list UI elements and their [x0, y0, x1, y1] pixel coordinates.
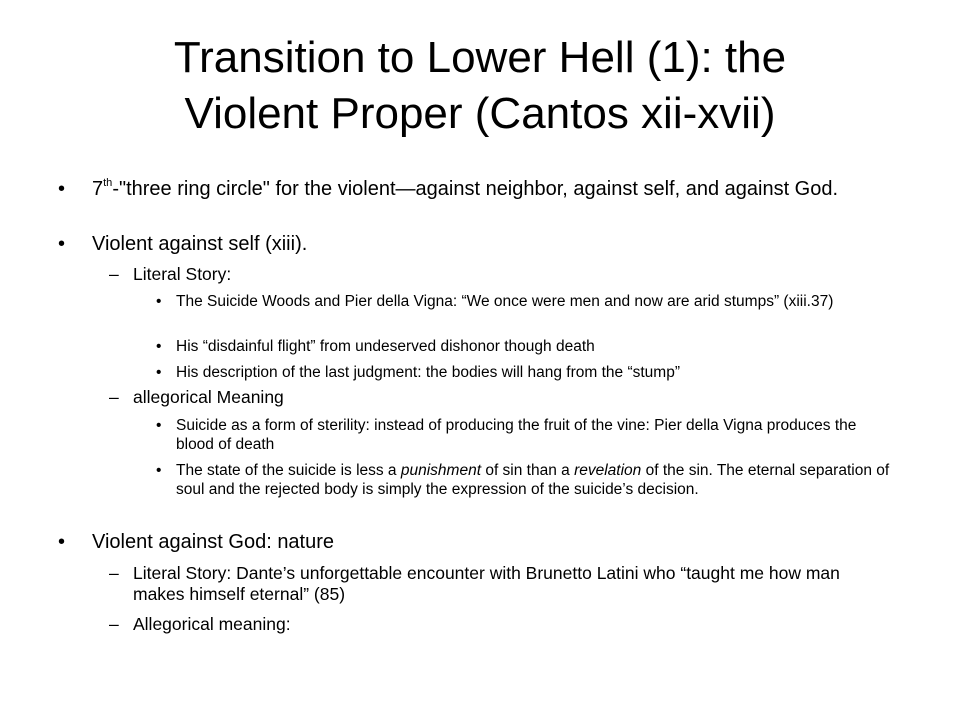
sub-sub-bullet-item: [156, 461, 898, 499]
sub-sub-bullet-marker: •: [156, 338, 162, 355]
sub-bullet-marker: –: [109, 563, 119, 583]
sub-bullet-text: Literal Story: Dante’s unforgettable encounter with Brunetto Latini who “taught me how man makes himself eternal” (85): [133, 563, 840, 604]
bullet-marker: •: [58, 178, 66, 200]
sub-sub-bullet-marker: •: [156, 364, 162, 381]
sub-sub-bullet-text: His “disdainful flight” from undeserved dishonor though death: [176, 338, 595, 355]
title-line-2: Violent Proper (Cantos xii-xvii): [184, 89, 776, 138]
sub-bullet-item: [109, 563, 893, 605]
sub-bullet-marker: –: [109, 387, 119, 407]
sub-sub-bullet-item: [156, 337, 898, 356]
sub-sub-bullet-text: The state of the suicide is less a punishment of sin than a revelation of the sin. The eternal separation of soul and the rejected body is simply the expression of the suicide’s decision.: [176, 462, 890, 498]
sub-sub-bullet-marker: •: [156, 293, 162, 310]
sub-bullet-text: Literal Story:: [133, 264, 232, 284]
bullet-item: [58, 531, 892, 554]
sub-bullet-item: [109, 264, 893, 285]
sub-sub-bullet-marker: •: [156, 462, 162, 479]
bullet-text: 7th-"three ring circle" for the violent—against neighbor, against self, and against God.: [92, 177, 839, 200]
sub-bullet-text: allegorical Meaning: [133, 387, 284, 407]
sub-bullet-marker: –: [109, 264, 119, 284]
sub-bullet-item: [109, 614, 893, 635]
bullet-text: Violent against self (xiii).: [92, 233, 308, 255]
sub-sub-bullet-marker: •: [156, 417, 162, 434]
title-line-1: Transition to Lower Hell (1): the: [173, 33, 787, 82]
bullet-item: [58, 233, 892, 256]
sub-sub-bullet-text: Suicide as a form of sterility: instead of producing the fruit of the vine: Pier della Vigna produces the blood of death: [176, 417, 857, 453]
sub-bullet-text: Allegorical meaning:: [133, 614, 291, 634]
sub-sub-bullet-item: [156, 416, 898, 454]
bullet-marker: •: [58, 531, 66, 553]
sub-sub-bullet-item: [156, 292, 898, 311]
bullet-text: Violent against God: nature: [92, 531, 335, 553]
sub-bullet-item: [109, 387, 893, 408]
sub-sub-bullet-item: [156, 363, 898, 382]
sub-sub-bullet-text: His description of the last judgment: the bodies will hang from the “stump”: [176, 364, 680, 381]
sub-sub-bullet-text: The Suicide Woods and Pier della Vigna: “We once were men and now are arid stumps” (xiii.37): [176, 293, 834, 310]
bullet-item: [58, 177, 892, 201]
bullet-marker: •: [58, 233, 66, 255]
sub-bullet-marker: –: [109, 614, 119, 634]
